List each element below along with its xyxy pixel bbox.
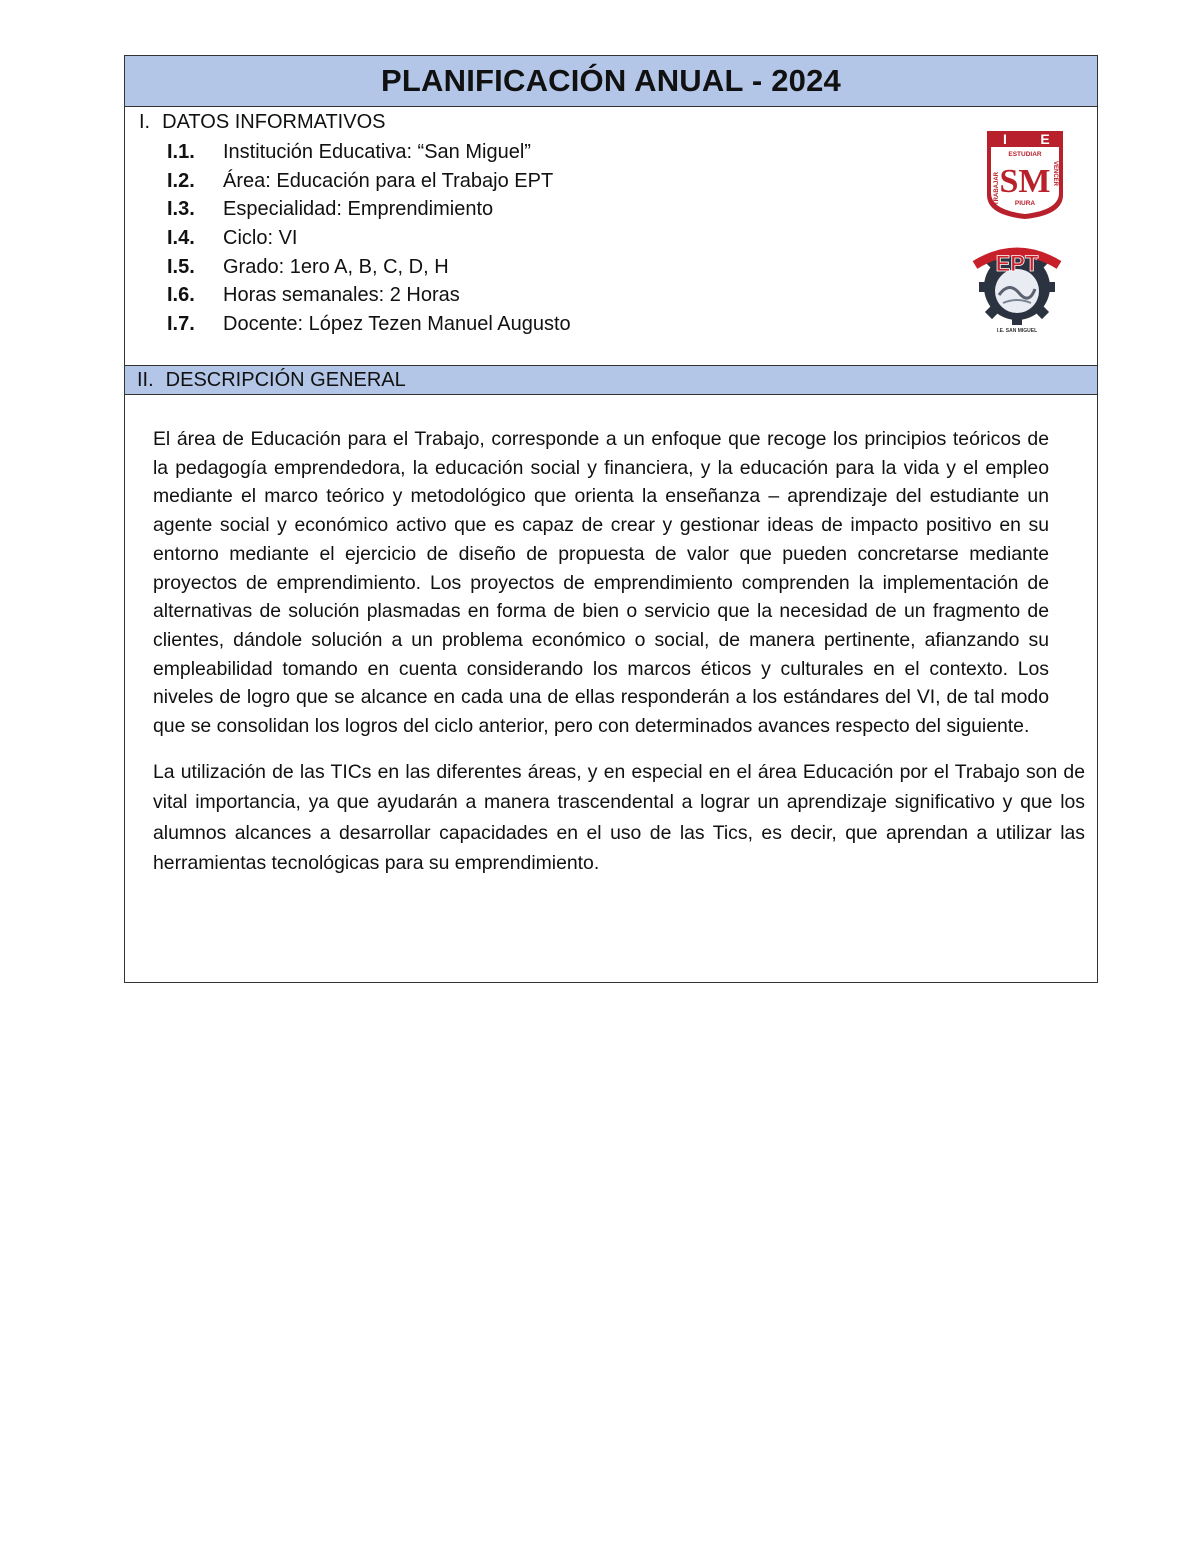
svg-text:E: E <box>1040 131 1050 147</box>
document-title: PLANIFICACIÓN ANUAL - 2024 <box>381 63 841 98</box>
datos-item <box>167 138 571 167</box>
datos-item <box>167 167 571 196</box>
datos-list <box>167 138 571 339</box>
datos-item <box>167 224 571 253</box>
section2-body <box>125 395 1097 879</box>
crest-right-word: VENCER <box>1052 161 1058 187</box>
datos-item-number: I.1. <box>167 140 195 163</box>
datos-item-text: Institución Educativa: “San Miguel” <box>223 140 531 163</box>
title-bar <box>125 56 1097 107</box>
description-paragraph-1: El área de Educación para el Trabajo, corresponde a un enfoque que recoge los principios teóricos de la pedagogía emprendedora, la educación social y financiera, y la educación para la vida y el empleo mediante el marco teórico y metodológico que orienta la enseñanza – aprendizaje del estudiante un agente social y económico activo que es capaz de crear y gestionar ideas de impacto positivo en su entorno mediante el ejercicio de diseño de propuesta de valor que pueden concretarse mediante proyectos de emprendimiento. Los proyectos de emprendimiento comprenden la implementación de alternativas de solución plasmadas en forma de bien o servicio que la necesidad de un fragmento de clientes, dándole solución a un problema económico o social, de manera pertinente, afianzando su empleabilidad tomando en cuenta considerando los marcos éticos y culturales en el contexto. Los niveles de logro que se alcance en cada una de ellas responderán a los estándares del VI, de tal modo que se consolidan los logros del ciclo anterior, pero con determinados avances respecto del siguiente. <box>153 428 1049 738</box>
datos-item <box>167 281 571 310</box>
datos-item <box>167 310 571 339</box>
datos-item-text: Especialidad: Emprendimiento <box>223 198 494 221</box>
datos-item-number: I.7. <box>167 312 195 335</box>
section2-number: II. <box>137 368 154 391</box>
crest-bottom-word: PIURA <box>1014 200 1036 207</box>
school-crest-logo <box>975 125 1075 225</box>
datos-item-text: Ciclo: VI <box>223 226 298 249</box>
svg-text:I: I <box>1003 131 1007 147</box>
section1-title: DATOS INFORMATIVOS <box>162 111 386 133</box>
section1-number: I. <box>139 111 151 133</box>
section1-heading <box>139 111 385 134</box>
datos-item-number: I.4. <box>167 226 195 249</box>
datos-item-text: Área: Educación para el Trabajo EPT <box>223 169 554 192</box>
datos-item-number: I.3. <box>167 198 195 221</box>
document-frame <box>124 55 1098 983</box>
section-datos-informativos <box>125 107 1097 366</box>
datos-item <box>167 253 571 282</box>
crest-top-word: ESTUDIAR <box>1008 151 1042 158</box>
ept-footer-text: I.E. SAN MIGUEL <box>996 328 1038 334</box>
description-paragraph-2: La utilización de las TICs en las diferentes áreas, y en especial en el área Educación por el Trabajo son de vital importancia, ya que ayudarán a manera trascendental a lograr un aprendizaje significativo y que los alumnos alcances a desarrollar capacidades en el uso de las Tics, es decir, que aprendan a utilizar las herramientas tecnológicas para su emprendimiento. <box>153 760 1085 875</box>
datos-item-number: I.5. <box>167 255 195 278</box>
datos-item-text: Horas semanales: 2 Horas <box>223 284 460 307</box>
ept-letters: EPT <box>995 251 1039 276</box>
crest-center-letters: SM <box>999 163 1051 200</box>
section2-title: DESCRIPCIÓN GENERAL <box>165 368 406 391</box>
crest-left-word: TRABAJAR <box>994 172 1000 205</box>
datos-item-text: Docente: López Tezen Manuel Augusto <box>223 312 571 335</box>
datos-item-text: Grado: 1ero A, B, C, D, H <box>223 255 449 278</box>
datos-item-number: I.2. <box>167 169 195 192</box>
datos-item-number: I.6. <box>167 284 195 307</box>
ept-gear-logo <box>967 235 1067 335</box>
datos-item <box>167 195 571 224</box>
section2-heading <box>125 366 1097 395</box>
